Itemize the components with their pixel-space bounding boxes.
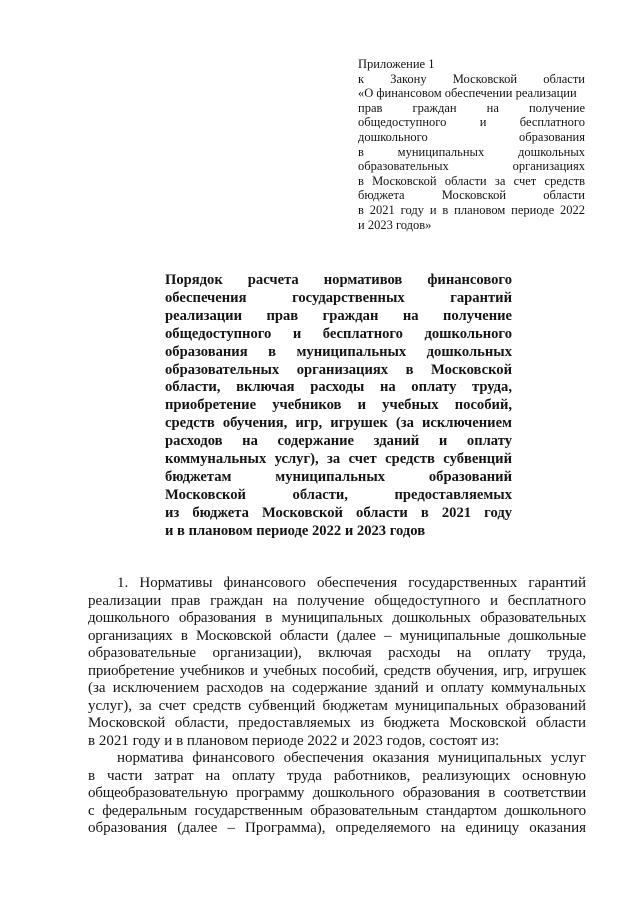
title-line: обеспечения государственных гарантий (165, 289, 512, 306)
title-line: из бюджета Московской области в 2021 году (165, 504, 512, 521)
body-text (88, 575, 586, 838)
appendix-line: в муниципальных дошкольных (358, 144, 585, 159)
body-line: общеобразовательную программу дошкольного образования в соответствии (88, 785, 586, 801)
body-line: образовательные организации), включая расходы на оплату труда, (88, 645, 586, 661)
title-line: области, включая расходы на оплату труда, (165, 379, 512, 396)
appendix-line: дошкольного образования (358, 129, 585, 144)
appendix-line: и 2023 годов» (358, 217, 432, 232)
appendix-line: в Московской области за счет средств (358, 173, 585, 188)
title-line: средств обучения, игр, игрушек (за исключением (165, 415, 512, 432)
body-line: Московской области, предоставляемых из бюджета Московской области (88, 715, 586, 731)
body-line: 1. Нормативы финансового обеспечения государственных гарантий (117, 575, 586, 591)
title-line: расходов на содержание зданий и оплату (165, 433, 512, 450)
appendix-line: бюджета Московской области (358, 188, 585, 203)
body-line: в 2021 году и в плановом периоде 2022 и 2023 годов, состоят из: (88, 732, 500, 749)
body-line: услуг), за счет средств субвенций бюджетам муниципальных образований (88, 697, 586, 714)
title-line: бюджетам муниципальных образований (165, 468, 512, 485)
body-line: дошкольного образования в муниципальных дошкольных образовательных (88, 610, 586, 626)
appendix-line: к Закону Московской области (358, 71, 585, 86)
body-line: в части затрат на оплату труда работников, реализующих основную (88, 767, 586, 784)
document-title (165, 272, 512, 541)
title-line: реализации прав граждан на получение (165, 307, 512, 324)
body-line: образования (далее – Программа), определяемого на единицу оказания (88, 820, 586, 836)
body-line: реализации прав граждан на получение общедоступного и бесплатного (88, 592, 586, 609)
title-line: Московской области, предоставляемых (165, 486, 512, 503)
title-line: и в плановом периоде 2022 и 2023 годов (165, 522, 426, 539)
appendix-line: Приложение 1 (358, 57, 435, 71)
appendix-line: прав граждан на получение (358, 100, 585, 115)
appendix-line: «О финансовом обеспечении реализации (358, 86, 577, 101)
title-line: образования в муниципальных дошкольных (165, 343, 512, 360)
body-line: с федеральным государственным образовательным стандартом дошкольного (88, 802, 586, 819)
title-line: коммунальных услуг), за счет средств субвенций (165, 451, 512, 468)
appendix-line: в 2021 году и в плановом периоде 2022 (358, 202, 585, 217)
appendix-header (358, 57, 585, 232)
appendix-line: общедоступного и бесплатного (358, 115, 585, 130)
appendix-line: образовательных организациях (358, 159, 585, 174)
body-line: организациях в Московской области (далее – муниципальные дошкольные (88, 627, 586, 644)
title-line: общедоступного и бесплатного дошкольного (165, 325, 512, 342)
body-line: (за исключением расходов на содержание зданий и оплату коммунальных (88, 680, 586, 696)
title-line: приобретение учебников и учебных пособий, (165, 397, 512, 414)
body-line: норматива финансового обеспечения оказания муниципальных услуг (117, 750, 586, 766)
title-line: образовательных организациях в Московской (165, 361, 512, 378)
title-line: Порядок расчета нормативов финансового (165, 272, 512, 288)
body-line: приобретение учебников и учебных пособий, средств обучения, игр, игрушек (88, 662, 586, 679)
